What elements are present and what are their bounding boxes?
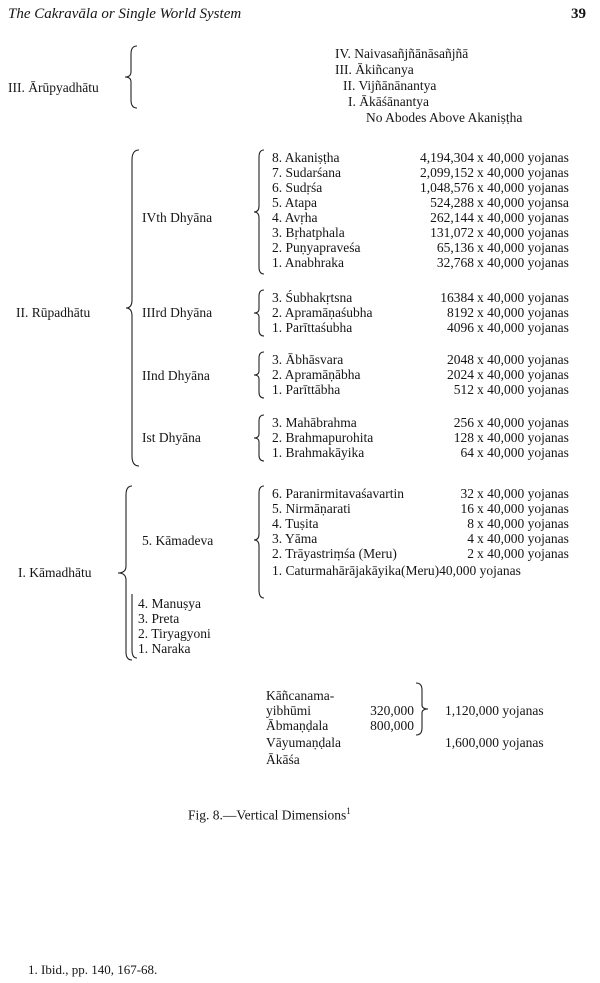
abode-multiplier: 32,768: [436, 255, 474, 270]
abode-name: 1. Brahmakāyika: [272, 445, 365, 460]
abode-unit: x 40,000 yojanas: [477, 225, 569, 240]
abode-name: 1. Caturmahārājakāyika(Meru)40,000 yojanas: [272, 563, 521, 578]
caption-note-ref: 1: [346, 806, 351, 816]
base-layer-label: Ābmaṇḍala: [266, 718, 329, 733]
abode-multiplier: 128: [453, 430, 474, 445]
arupa-item: II. Vijñānānantya: [343, 78, 437, 93]
abode-name: 3. Śubhakṛtsna: [272, 290, 353, 305]
figure-caption: [188, 804, 351, 823]
abode-name: 2. Puṇyapraveśa: [272, 240, 361, 255]
dhyana-brace: [252, 150, 268, 274]
abode-multiplier: 2024: [447, 367, 474, 382]
abode-multiplier: 8: [467, 516, 474, 531]
abode-multiplier: 4: [467, 531, 474, 546]
abode-unit: x 40,000 yojanas: [477, 382, 569, 397]
abode-name: 2. Apramāṇābha: [272, 367, 361, 382]
arupa-note: No Abodes Above Akaniṣṭha: [366, 110, 523, 125]
abode-name: 3. Bṛhatphala: [272, 225, 345, 240]
abode-unit: x 40,000 yojanas: [477, 445, 569, 460]
abode-unit: x 40,000 yojanas: [477, 255, 569, 270]
base-layer-value: 320,000: [370, 703, 414, 718]
abode-name: 5. Atapa: [272, 195, 317, 210]
caption-text: Vertical Dimensions: [236, 807, 347, 823]
lower-realm: 3. Preta: [138, 611, 180, 626]
abode-name: 8. Akaniṣṭha: [272, 150, 340, 165]
rupa-brace: [124, 150, 144, 466]
dhyana-label: IInd Dhyāna: [142, 368, 210, 383]
abode-multiplier: 4,194,304: [420, 150, 474, 165]
abode-name: 4. Tuṣita: [272, 516, 319, 531]
abode-multiplier: 65,136: [436, 240, 474, 255]
arupa-brace: [122, 46, 142, 108]
abode-unit: x 40,000 yojanas: [477, 240, 569, 255]
abode-multiplier: 512: [453, 382, 474, 397]
abode-multiplier: 256: [453, 415, 474, 430]
base-brace: [414, 683, 434, 735]
abode-multiplier: 2,099,152: [420, 165, 474, 180]
abode-name: 4. Avṛha: [272, 210, 318, 225]
caption-prefix: Fig. 8.—: [188, 807, 237, 823]
kamadhatu-label: I. Kāmadhātu: [18, 565, 92, 580]
abode-multiplier: 2: [467, 546, 474, 561]
kamadeva-brace: [252, 486, 268, 598]
abode-multiplier: 16384: [440, 290, 474, 305]
abode-name: 3. Yāma: [272, 531, 318, 546]
abode-name: 6. Paranirmitavaśavartin: [272, 486, 404, 501]
base-layer-label: Ākāśa: [266, 752, 300, 767]
lower-realms-bracket: [124, 594, 138, 658]
abode-name: 2. Apramāṇaśubha: [272, 305, 373, 320]
base-group-total: 1,120,000 yojanas: [445, 703, 544, 718]
abode-unit: x 40,000 yojanas: [477, 367, 569, 382]
abode-multiplier: 4096: [447, 320, 474, 335]
lower-realm: 4. Manuṣya: [138, 596, 201, 611]
dhyana-brace: [252, 290, 268, 336]
abode-multiplier: 131,072: [430, 225, 474, 240]
abode-unit: x 40,000 yojanas: [477, 180, 569, 195]
abode-multiplier: 1,048,576: [420, 180, 474, 195]
dhyana-label: IVth Dhyāna: [142, 210, 213, 225]
abode-name: 1. Anabhraka: [272, 255, 344, 270]
abode-unit: x 40,000 yojanas: [477, 290, 569, 305]
arupa-item: III. Ākiñcanya: [335, 62, 414, 77]
base-layer-label: Kāñcanama-: [266, 688, 335, 703]
abode-unit: x 40,000 yojansa: [477, 195, 569, 210]
arupadhatu-label: III. Ārūpyadhātu: [8, 80, 99, 95]
lower-realm: 2. Tiryagyoni: [138, 626, 211, 641]
vayu-total: 1,600,000 yojanas: [445, 735, 544, 750]
abode-name: 2. Trāyastriṃśa (Meru): [272, 546, 397, 561]
abode-name: 3. Ābhāsvara: [272, 352, 344, 367]
abode-name: 1. Parīttaśubha: [272, 320, 353, 335]
footnote: 1. Ibid., pp. 140, 167-68.: [28, 962, 158, 977]
abode-unit: x 40,000 yojanas: [477, 501, 569, 516]
abode-multiplier: 262,144: [430, 210, 474, 225]
abode-multiplier: 32: [460, 486, 474, 501]
abode-unit: x 40,000 yojanas: [477, 531, 569, 546]
abode-multiplier: 2048: [447, 352, 474, 367]
dhyana-label: Ist Dhyāna: [142, 430, 201, 445]
abode-name: 5. Nirmāṇarati: [272, 501, 351, 516]
running-title: The Cakravāla or Single World System: [8, 6, 242, 22]
abode-unit: x 40,000 yojanas: [477, 320, 569, 335]
abode-multiplier: 64: [460, 445, 474, 460]
abode-unit: x 40,000 yojanas: [477, 415, 569, 430]
abode-unit: x 40,000 yojanas: [477, 516, 569, 531]
abode-name: 6. Sudṛśa: [272, 180, 323, 195]
abode-name: 2. Brahmapurohita: [272, 430, 374, 445]
dhyana-label: IIIrd Dhyāna: [142, 305, 213, 320]
base-layer-label: Vāyumaṇḍala: [266, 735, 341, 750]
abode-multiplier: 8192: [447, 305, 474, 320]
abode-multiplier: 16: [460, 501, 474, 516]
abode-unit: x 40,000 yojanas: [477, 430, 569, 445]
abode-unit: x 40,000 yojanas: [477, 546, 569, 561]
dhyana-brace: [252, 415, 268, 461]
base-layer-label: yibhūmi: [266, 703, 312, 718]
abode-name: 3. Mahābrahma: [272, 415, 357, 430]
abode-unit: x 40,000 yojanas: [477, 352, 569, 367]
abode-name: 7. Sudarśana: [272, 165, 341, 180]
rupadhatu-label: II. Rūpadhātu: [16, 305, 91, 320]
abode-unit: x 40,000 yojanas: [477, 486, 569, 501]
base-layer-value: 800,000: [370, 718, 414, 733]
abode-unit: x 40,000 yojanas: [477, 165, 569, 180]
dhyana-brace: [252, 352, 268, 398]
kamadeva-label: 5. Kāmadeva: [142, 533, 214, 548]
abode-multiplier: 524,288: [430, 195, 474, 210]
arupa-item: IV. Naivasañjñānāsañjñā: [335, 46, 469, 61]
abode-unit: x 40,000 yojanas: [477, 305, 569, 320]
arupa-item: I. Ākāśānantya: [348, 94, 429, 109]
lower-realm: 1. Naraka: [138, 641, 191, 656]
abode-name: 1. Parīttābha: [272, 382, 341, 397]
page-number: 39: [571, 6, 586, 22]
abode-unit: x 40,000 yojanas: [477, 150, 569, 165]
abode-unit: x 40,000 yojanas: [477, 210, 569, 225]
